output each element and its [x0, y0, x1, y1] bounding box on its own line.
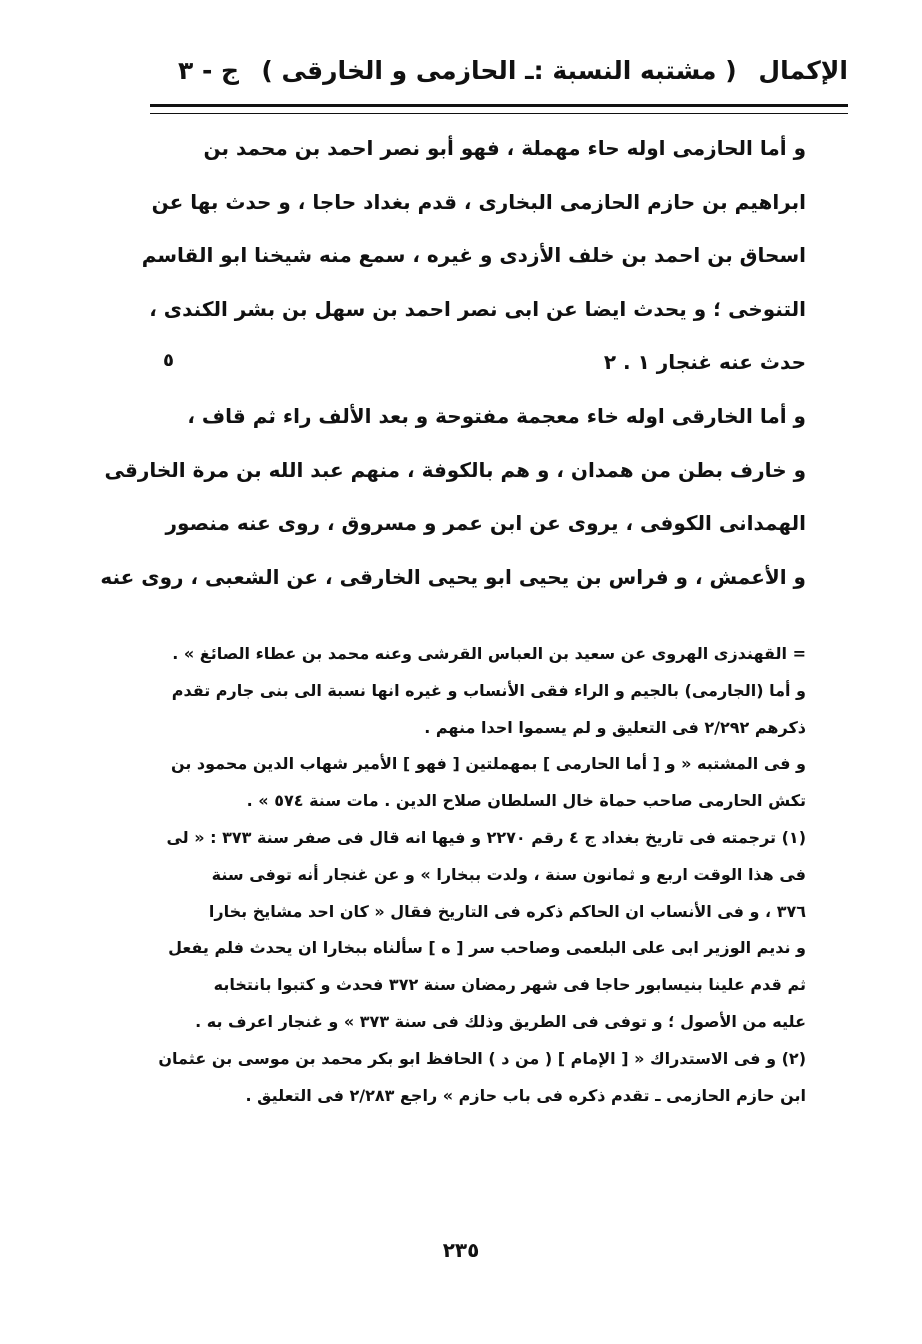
line-number-marker: ٥ — [163, 350, 174, 371]
body-line-4: التنوخى ؛ و يحدث ايضا عن ابى نصر احمد بن سهل بن بشر الكندى ، — [149, 296, 806, 321]
footnote-line-3: ذكرهم ٢/٢٩٢ فى التعليق و لم يسموا احدا منهم . — [424, 717, 806, 737]
footnote-line-2: و أما (الجارمى) بالجيم و الراء فقى الأنساب و غيره انها نسبة الى بنى جارم تقدم — [171, 680, 806, 700]
body-line-3: اسحاق بن احمد بن خلف الأزدى و غيره ، سمع منه شيخنا ابو القاسم — [141, 243, 806, 268]
footnote-line-1: = القهندزى الهروى عن سعيد بن العباس القرشى وعنه محمد بن عطاء الصائغ » . — [172, 644, 806, 663]
running-header — [150, 52, 848, 100]
footnote-line-8: ٣٧٦ ، و فى الأنساب ان الحاكم ذكره فى التاريخ فقال « كان احد مشايخ بخارا — [208, 901, 806, 921]
footnote-line-7: فى هذا الوقت اربع و ثمانون سنة ، ولدت ببخارا » و عن غنجار أنه توفى سنة — [211, 864, 806, 884]
footnote-line-12: (٢) و فى الاستدراك « [ الإمام ] ( من د ) الحافظ ابو بكر محمد بن موسى بن عثمان — [158, 1048, 806, 1068]
footnote-line-5: تكش الحارمى صاحب حماة خال السلطان صلاح الدين . مات سنة ٥٧٤ » . — [246, 791, 806, 811]
volume-label: ج - ٣ — [178, 56, 240, 85]
header-rule-thin — [150, 113, 848, 114]
footnote-line-10: ثم قدم علينا بنيسابور حاجا فى شهر رمضان سنة ٣٧٢ فحدث و كتبوا بانتخابه — [213, 975, 806, 995]
body-line-2: ابراهيم بن حازم الحازمى البخارى ، قدم بغداد حاجا ، و حدث بها عن — [151, 189, 806, 214]
footnote-separator — [182, 628, 806, 629]
body-line-7: و خارف بطن من همدان ، و هم بالكوفة ، منهم عبد الله بن مرة الخارقى — [104, 457, 806, 482]
main-body — [100, 122, 806, 604]
header-rule-thick — [150, 104, 848, 107]
body-line-9: و الأعمش ، و فراس بن يحيى ابو يحيى الخارقى ، عن الشعبى ، روى عنه — [100, 564, 806, 589]
page-number: ٢٣٥ — [442, 1238, 480, 1262]
footnote-line-11: عليه من الأصول ؛ و توفى فى الطريق وذلك فى سنة ٣٧٣ » و غنجار اعرف به . — [195, 1011, 806, 1031]
footnote-line-9: و نديم الوزير ابى على البلعمى وصاحب سر [ ه ] سألناه ببخارا ان يحدث فلم يفعل — [168, 938, 806, 958]
footnote-line-6: (١) ترجمته فى تاريخ بغداد ج ٤ رقم ٢٢٧٠ و فيها انه قال فى صفر سنة ٣٧٣ : « لى — [166, 827, 806, 847]
footnote-line-13: ابن حازم الحازمى ـ تقدم ذكره فى باب حازم » راجع ٢/٢٨٣ فى التعليق . — [245, 1085, 806, 1105]
body-line-1: و أما الحازمى اوله حاء مهملة ، فهو أبو نصر احمد بن محمد بن — [203, 136, 806, 160]
footnote-line-4: و فى المشتبه « و [ أما الحارمى ] بمهملتين [ فهو ] الأمير شهاب الدين محمود بن — [170, 754, 806, 774]
section-title: ( مشتبه النسبة :ـ الحازمى و الخارقى ) — [261, 56, 737, 85]
body-line-6: و أما الخارقى اوله خاء معجمة مفتوحة و بعد الألف راء ثم قاف ، — [187, 403, 806, 428]
body-line-8: الهمدانى الكوفى ، يروى عن ابن عمر و مسروق ، روى عنه منصور — [165, 511, 806, 536]
book-title: الإكمال — [758, 56, 848, 85]
body-line-5: حدث عنه غنجار ١ . ٢ — [603, 350, 806, 375]
footnotes — [158, 636, 806, 1114]
